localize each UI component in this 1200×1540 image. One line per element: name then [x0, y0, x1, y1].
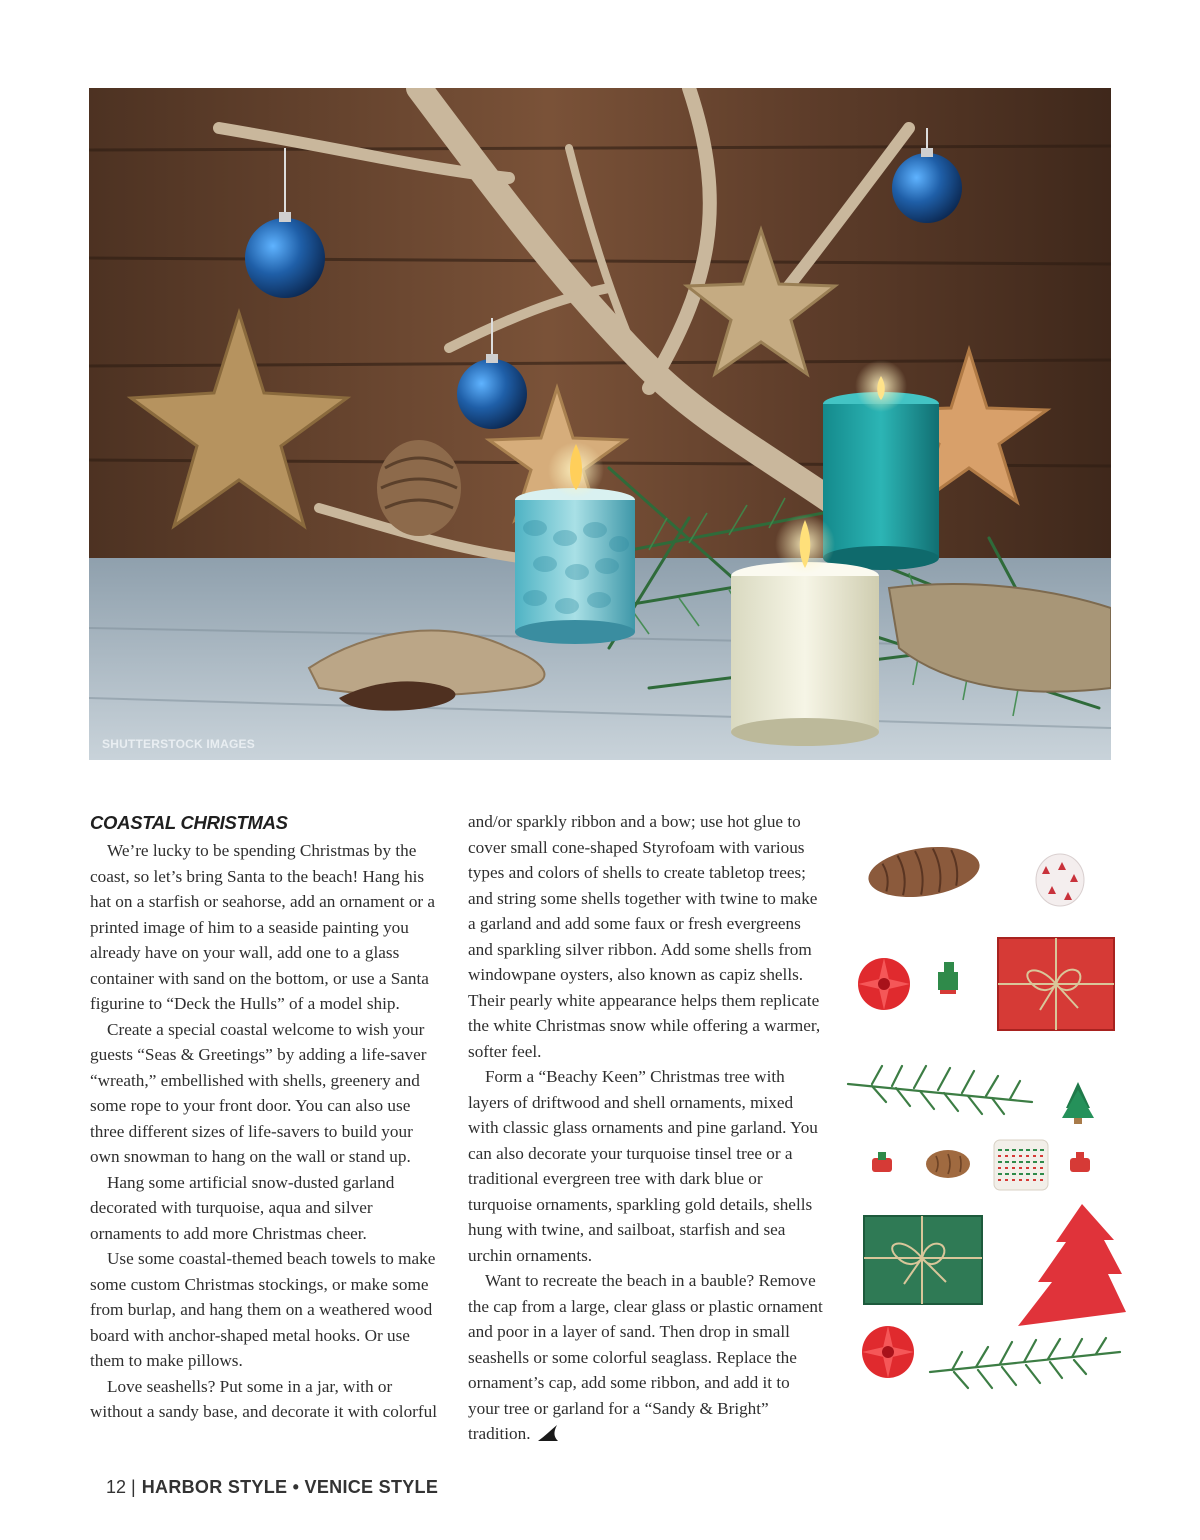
cedar-sprig	[930, 1338, 1120, 1388]
paragraph: Use some coastal-themed beach towels to make some custom Christmas stockings, or make some from burlap, and hang them on a weathered wood board with anchor-shaped metal hooks. Or use them to make pillows.	[90, 1249, 436, 1370]
paragraph: Love seashells? Put some in a jar, with or without a sandy base, and decorate it with colorful	[90, 1376, 437, 1421]
article-column-right	[468, 809, 824, 1447]
paragraph: Hang some artificial snow-dusted garland decorated with turquoise, aqua and silver ornaments to add more Christmas cheer.	[90, 1172, 395, 1243]
green-gift	[864, 1216, 982, 1304]
paragraph: We’re lucky to be spending Christmas by the coast, so let’s bring Santa to the beach! Hang his hat on a starfish or seahorse, add an ornament or a printed image of him to a seaside painting you already have on your wall, add one to a glass container with sand on the bottom, or use a Santa figurine to “Deck the Hulls” of a model ship.	[90, 841, 436, 1013]
red-felt-tree	[1018, 1204, 1126, 1326]
page-footer	[106, 1477, 438, 1498]
paragraph: Form a “Beachy Keen” Christmas tree with layers of driftwood and shell ornaments, mixed with classic glass ornaments and pine garland. You can also decorate your turquoise tinsel tree or a traditional evergreen tree with dark blue or turquoise ornaments, sparkling gold details, shells hung with twine, and sailboat, starfish and sea urchin ornaments.	[468, 1067, 818, 1265]
page-number: 12	[106, 1477, 127, 1497]
pine-cone	[865, 840, 983, 903]
red-bow	[858, 958, 910, 1010]
photo-credit: SHUTTERSTOCK IMAGES	[102, 737, 255, 751]
red-peg-right	[1070, 1152, 1090, 1172]
paragraph	[468, 1268, 824, 1447]
footer-separator: |	[131, 1477, 136, 1497]
red-bow	[862, 1326, 914, 1378]
article-heading: COASTAL CHRISTMAS	[90, 812, 288, 833]
ribbon-spool	[1036, 854, 1084, 906]
red-gift	[998, 938, 1114, 1030]
ribbon-spool-stripe	[994, 1140, 1048, 1190]
flatlay-illustration	[842, 812, 1142, 1424]
shark-fin-icon	[537, 1424, 559, 1442]
paragraph-text: Want to recreate the beach in a bauble? Remove the cap from a large, clear glass or plastic ornament and poor in a layer of sand. Then drop in small seashells or some colorful seaglass. Replace the ornament’s cap, add some ribbon, and add it to your tree or garland for a “Sandy & Bright” tradition.	[468, 1271, 823, 1443]
small-pine-cone	[926, 1150, 970, 1178]
paragraph-continued: and/or sparkly ribbon and a bow; use hot glue to cover small cone-shaped Styrofoam with various types and colors of shells to create tabletop trees; and string some shells together with twine to make a garland and add some faux or fresh evergreens and sparkling silver ribbon. Add some shells from windowpane oysters, also known as capiz shells. Their pearly white appearance helps them replicate the white Christmas snow while offering a warmer, softer feel.	[468, 812, 821, 1061]
article-column-left	[90, 809, 446, 1425]
hero-photo	[89, 88, 1111, 760]
paragraph: Create a special coastal welcome to wish your guests “Seas & Greetings” by adding a life-saver “wreath,” embellished with shells, greenery and some rope to your front door. You can also use three different sizes of life-savers to build your own snowman to hang on the wall or stand up.	[90, 1019, 427, 1166]
wooden-peg	[938, 962, 958, 994]
christmas-flatlay-image	[842, 812, 1142, 1424]
red-peg-left	[872, 1152, 892, 1172]
cedar-sprig	[848, 1066, 1032, 1114]
publication-name: HARBOR STYLE • VENICE STYLE	[141, 1477, 439, 1497]
tree-ornament-green	[1062, 1082, 1094, 1124]
coastal-christmas-scene	[89, 88, 1111, 760]
